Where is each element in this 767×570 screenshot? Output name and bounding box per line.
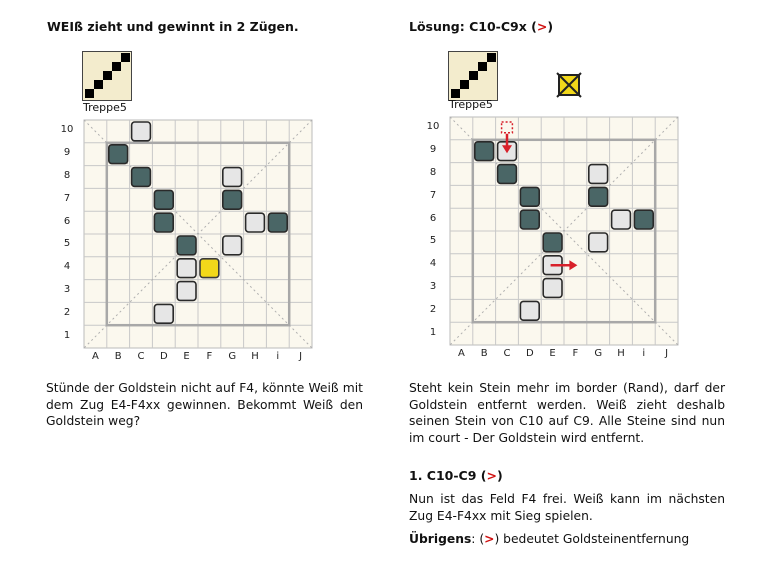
row-label: 2	[63, 306, 71, 318]
column-label: D	[525, 348, 534, 359]
column-label: E	[549, 348, 556, 359]
column-label: F	[206, 351, 213, 362]
row-label: 5	[429, 235, 437, 247]
note-heading: Übrigens	[409, 532, 472, 546]
column-label: J	[665, 348, 669, 359]
row-label: 4	[429, 258, 437, 270]
row-label: 4	[63, 261, 71, 273]
white-stone	[589, 233, 608, 252]
white-stone	[612, 210, 631, 229]
row-label: 8	[429, 167, 437, 178]
row-label: 3	[63, 284, 71, 295]
row-label: 10	[426, 121, 440, 133]
move-text: 1. C10-C9 (	[409, 468, 487, 483]
row-label: 8	[63, 170, 71, 181]
column-label: H	[251, 351, 259, 362]
note-text: ) bedeutet Goldsteinentfernung	[494, 532, 690, 546]
column-label: i	[276, 351, 280, 362]
left-description: Stünde der Goldstein nicht auf F4, könnte Weiß mit dem Zug E4-F4xx gewinnen. Bekommt Weiß den Goldstein weg?	[46, 381, 363, 428]
column-label: J	[299, 351, 303, 362]
dark-stone	[543, 233, 562, 252]
row-label: 9	[429, 144, 437, 156]
dark-stone	[634, 210, 653, 229]
solution-move	[409, 468, 503, 483]
pattern-label: Treppe5	[449, 98, 493, 111]
dark-stone	[520, 210, 539, 229]
column-label: H	[617, 348, 625, 359]
row-label: 1	[63, 329, 71, 341]
note-colon: : (	[471, 532, 485, 546]
column-label: E	[183, 351, 190, 362]
column-label: A	[91, 351, 99, 362]
gold-removal-symbol: >	[486, 468, 497, 483]
title-close: )	[547, 19, 554, 34]
left-title: WEIß zieht und gewinnt in 2 Zügen.	[47, 19, 299, 34]
column-label: B	[480, 348, 488, 359]
white-stone	[543, 279, 562, 298]
row-label: 10	[60, 124, 74, 136]
row-label: 7	[63, 192, 71, 204]
solution-label: Lösung: C10-C9x (	[409, 19, 537, 34]
column-label: C	[137, 351, 145, 362]
dark-stone	[520, 187, 539, 206]
white-stone	[520, 301, 539, 320]
gold-removal-symbol: >	[536, 19, 548, 34]
row-label: 3	[429, 281, 437, 292]
column-label: B	[114, 351, 122, 362]
footnote	[409, 532, 689, 546]
row-label: 1	[429, 326, 437, 338]
white-stone	[589, 165, 608, 184]
column-label: D	[159, 351, 168, 362]
row-label: 9	[63, 147, 71, 159]
column-label: G	[228, 351, 237, 362]
column-label: C	[503, 348, 511, 359]
column-label: A	[457, 348, 465, 359]
dark-stone	[498, 165, 517, 184]
column-label: G	[594, 348, 603, 359]
row-label: 5	[63, 238, 71, 250]
gold-removal-symbol: >	[484, 532, 495, 546]
right-description: Steht kein Stein mehr im border (Rand), darf der Goldstein entfernt werden. Weiß zieht deshalb seinen Stein von C10 auf C9. Alle Steine sind nun im court - Der Goldstein wird entfernt.	[409, 381, 725, 445]
dark-stone	[475, 142, 494, 161]
column-label: F	[572, 348, 579, 359]
column-label: i	[642, 348, 646, 359]
pattern-label: Treppe5	[83, 101, 127, 114]
dark-stone	[589, 187, 608, 206]
move-explanation: Nun ist das Feld F4 frei. Weiß kann im nächsten Zug E4-F4xx mit Sieg spielen.	[409, 492, 725, 523]
row-label: 7	[429, 189, 437, 201]
row-label: 6	[429, 212, 437, 224]
row-label: 2	[429, 303, 437, 315]
move-close: )	[496, 468, 503, 483]
row-label: 6	[63, 215, 71, 227]
